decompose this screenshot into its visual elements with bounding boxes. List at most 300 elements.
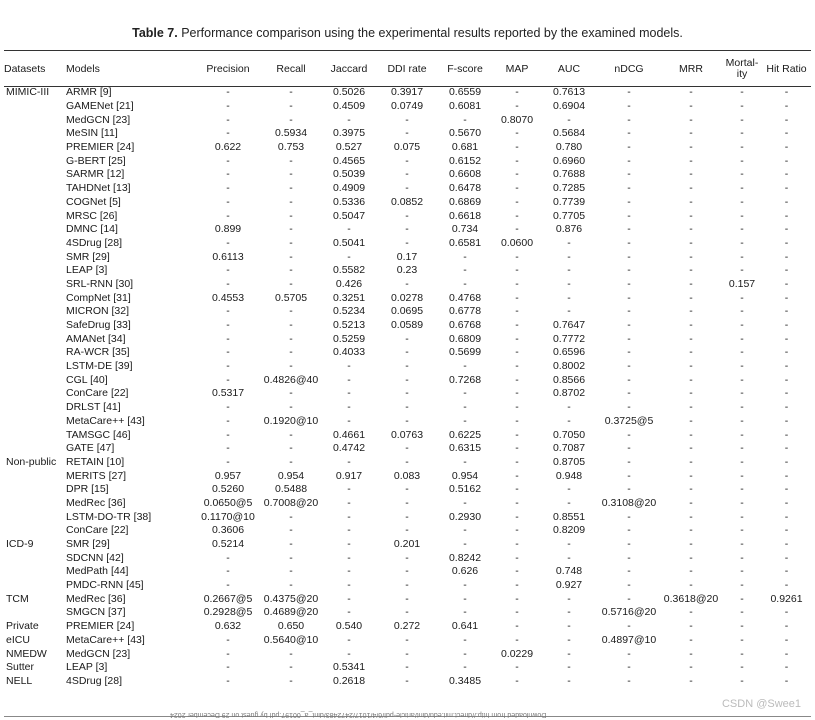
metric-cell: - [289, 674, 293, 687]
dataset-cell [4, 100, 66, 114]
metric-cell: 0.5039 [332, 168, 366, 181]
metric-cell: - [405, 579, 409, 592]
header-f-score: F-score [447, 62, 483, 75]
metric-cell: - [740, 387, 744, 400]
metric-cell: - [740, 195, 744, 208]
metric-cell: 0.0650@5 [203, 496, 253, 509]
metric-cell: - [515, 223, 519, 236]
metric-cell: - [515, 291, 519, 304]
table-row [4, 291, 811, 305]
dataset-cell [4, 373, 66, 387]
metric-cell: 0.0589 [390, 319, 424, 332]
metric-cell: 0.954 [451, 469, 479, 482]
dataset-cell [4, 223, 66, 237]
metric-cell: 0.3725@5 [604, 414, 654, 427]
metric-cell: - [627, 579, 631, 592]
table-row [4, 223, 811, 237]
table-row [4, 510, 811, 524]
metric-cell: - [515, 455, 519, 468]
metric-cell: - [515, 428, 519, 441]
metric-cell: 0.6152 [448, 154, 482, 167]
dataset-cell [4, 154, 66, 168]
metric-cell: 0.899 [214, 223, 242, 236]
metric-cell: 0.6081 [448, 100, 482, 113]
metric-cell: - [515, 250, 519, 263]
metric-cell: - [784, 305, 789, 318]
metric-cell: - [289, 360, 293, 373]
metric-cell: - [567, 305, 571, 318]
performance-table [4, 52, 811, 688]
metric-cell: - [226, 414, 230, 427]
metric-cell: - [689, 373, 693, 386]
model-cell: AMANet [34] [66, 332, 126, 345]
metric-cell: - [226, 346, 230, 359]
metric-cell: - [515, 551, 519, 564]
model-cell: SMGCN [37] [66, 606, 126, 619]
metric-cell: - [515, 496, 519, 509]
metric-cell: - [567, 538, 571, 551]
metric-cell: - [515, 127, 519, 140]
model-cell: ConCare [22] [66, 524, 129, 537]
metric-cell: - [689, 620, 693, 633]
metric-cell: - [740, 524, 744, 537]
dataset-cell: NMEDW [6, 647, 47, 660]
metric-cell: - [515, 319, 519, 332]
metric-cell: - [515, 579, 519, 592]
metric-cell: - [463, 661, 467, 674]
metric-cell: 0.4375@20 [263, 592, 319, 605]
metric-cell: - [784, 538, 789, 551]
metric-cell: - [740, 141, 744, 154]
metric-cell: - [515, 592, 519, 605]
table-row [4, 565, 811, 579]
metric-cell: - [627, 524, 631, 537]
metric-cell: - [784, 86, 789, 99]
metric-cell: - [515, 510, 519, 523]
model-cell: DRLST [41] [66, 401, 121, 414]
dataset-cell [4, 168, 66, 182]
metric-cell: - [226, 401, 230, 414]
metric-cell: 0.6596 [552, 346, 586, 359]
metric-cell: - [515, 442, 519, 455]
metric-cell: - [347, 551, 351, 564]
metric-cell: - [289, 209, 293, 222]
metric-cell: 0.4768 [448, 291, 482, 304]
metric-cell: - [689, 141, 693, 154]
metric-cell: 0.8209 [552, 524, 586, 537]
metric-cell: 0.7268 [448, 373, 482, 386]
metric-cell: - [405, 346, 409, 359]
model-cell: GATE [47] [66, 442, 115, 455]
metric-cell: - [289, 401, 293, 414]
metric-cell: - [784, 428, 789, 441]
metric-cell: - [784, 579, 789, 592]
download-footer-note: Downloaded from http://direct.mit.edu/dint/article-pdf/6/4/1017/2472483/dint_a_00197.pdf by guest on 29 December 2024 [170, 711, 547, 718]
metric-cell: - [289, 264, 293, 277]
metric-cell: - [226, 113, 230, 126]
dataset-cell [4, 196, 66, 210]
dataset-cell: ICD-9 [6, 538, 34, 551]
metric-cell: 0.1920@10 [263, 414, 319, 427]
metric-cell: 0.201 [393, 538, 421, 551]
metric-cell: - [627, 442, 631, 455]
dataset-cell [4, 127, 66, 141]
metric-cell: - [627, 360, 631, 373]
metric-cell: - [627, 264, 631, 277]
model-cell: MeSIN [11] [66, 127, 118, 140]
metric-cell: - [226, 661, 230, 674]
metric-cell: - [784, 442, 789, 455]
metric-cell: - [740, 661, 744, 674]
metric-cell: 0.8070 [500, 113, 534, 126]
metric-cell: - [784, 319, 789, 332]
metric-cell: - [784, 401, 789, 414]
table-row [4, 620, 811, 634]
metric-cell: - [784, 332, 789, 345]
metric-cell: - [405, 373, 409, 386]
metric-cell: - [689, 496, 693, 509]
metric-cell: - [689, 127, 693, 140]
metric-cell: - [689, 100, 693, 113]
metric-cell: - [567, 647, 571, 660]
metric-cell: 0.6315 [448, 442, 482, 455]
metric-cell: - [289, 100, 293, 113]
table-row [4, 305, 811, 319]
metric-cell: 0.5162 [448, 483, 482, 496]
metric-cell: 0.2928@5 [203, 606, 253, 619]
metric-cell: - [226, 86, 230, 99]
top-rule [4, 50, 811, 51]
metric-cell: - [567, 401, 571, 414]
metric-cell: - [463, 538, 467, 551]
metric-cell: - [515, 373, 519, 386]
metric-cell: - [463, 250, 467, 263]
metric-cell: - [463, 496, 467, 509]
metric-cell: - [226, 579, 230, 592]
metric-cell: - [347, 223, 351, 236]
metric-cell: - [740, 332, 744, 345]
metric-cell: - [289, 154, 293, 167]
metric-cell: - [515, 182, 519, 195]
metric-cell: - [627, 113, 631, 126]
metric-cell: - [740, 414, 744, 427]
metric-cell: 0.426 [335, 277, 363, 290]
metric-cell: - [515, 277, 519, 290]
metric-cell: - [689, 661, 693, 674]
model-cell: GAMENet [21] [66, 100, 134, 113]
header-jaccard: Jaccard [330, 62, 368, 75]
metric-cell: 0.5259 [332, 332, 366, 345]
metric-cell: 0.3251 [332, 291, 366, 304]
table-row [4, 100, 811, 114]
model-cell: COGNet [5] [66, 195, 121, 208]
metric-cell: - [567, 606, 571, 619]
metric-cell: - [689, 305, 693, 318]
metric-cell: - [627, 387, 631, 400]
metric-cell: - [689, 647, 693, 660]
metric-cell: - [567, 277, 571, 290]
metric-cell: 0.748 [555, 565, 583, 578]
metric-cell: 0.5699 [448, 346, 482, 359]
metric-cell: - [627, 510, 631, 523]
model-cell: DPR [15] [66, 483, 109, 496]
metric-cell: - [289, 305, 293, 318]
model-cell: MedGCN [23] [66, 647, 131, 660]
metric-cell: - [740, 606, 744, 619]
metric-cell: - [689, 195, 693, 208]
metric-cell: - [226, 264, 230, 277]
metric-cell: - [347, 647, 351, 660]
metric-cell: - [515, 305, 519, 318]
metric-cell: - [627, 182, 631, 195]
dataset-cell [4, 469, 66, 483]
metric-cell: - [627, 674, 631, 687]
metric-cell: - [740, 182, 744, 195]
metric-cell: 0.5234 [332, 305, 366, 318]
metric-cell: 0.8702 [552, 387, 586, 400]
metric-cell: - [689, 250, 693, 263]
metric-cell: - [567, 414, 571, 427]
metric-cell: - [405, 455, 409, 468]
metric-cell: - [226, 127, 230, 140]
metric-cell: - [689, 319, 693, 332]
header-hit-ratio: Hit Ratio [766, 62, 807, 75]
model-cell: PMDC-RNN [45] [66, 579, 144, 592]
metric-cell: 0.4826@40 [263, 373, 319, 386]
model-cell: MedRec [36] [66, 592, 126, 605]
metric-cell: 0.8551 [552, 510, 586, 523]
metric-cell: - [515, 633, 519, 646]
metric-cell: - [463, 277, 467, 290]
metric-cell: - [627, 469, 631, 482]
metric-cell: - [689, 510, 693, 523]
metric-cell: - [289, 387, 293, 400]
table-caption [0, 26, 815, 40]
metric-cell: - [740, 579, 744, 592]
metric-cell: 0.5582 [332, 264, 366, 277]
dataset-cell [4, 250, 66, 264]
dataset-cell [4, 209, 66, 223]
metric-cell: - [784, 236, 789, 249]
metric-cell: 0.6608 [448, 168, 482, 181]
dataset-cell: NELL [6, 674, 33, 687]
metric-cell: - [463, 592, 467, 605]
metric-cell: 0.4689@20 [263, 606, 319, 619]
metric-cell: - [740, 360, 744, 373]
model-cell: SMR [29] [66, 250, 110, 263]
metric-cell: 0.917 [335, 469, 363, 482]
metric-cell: - [347, 455, 351, 468]
metric-cell: - [463, 455, 467, 468]
metric-cell: - [740, 647, 744, 660]
metric-cell: - [226, 168, 230, 181]
dataset-cell [4, 483, 66, 497]
metric-cell: 0.527 [335, 141, 363, 154]
metric-cell: - [689, 442, 693, 455]
dataset-cell [4, 415, 66, 429]
metric-cell: - [784, 141, 789, 154]
metric-cell: - [405, 182, 409, 195]
dataset-cell [4, 510, 66, 524]
metric-cell: - [405, 647, 409, 660]
metric-cell: 0.5336 [332, 195, 366, 208]
metric-cell: - [347, 360, 351, 373]
metric-cell: - [289, 661, 293, 674]
metric-cell: - [226, 360, 230, 373]
model-cell: LSTM-DO-TR [38] [66, 510, 152, 523]
metric-cell: - [689, 346, 693, 359]
metric-cell: - [405, 360, 409, 373]
metric-cell: - [740, 168, 744, 181]
metric-cell: - [347, 113, 351, 126]
dataset-cell: TCM [6, 592, 29, 605]
metric-cell: - [627, 236, 631, 249]
table-row [4, 469, 811, 483]
metric-cell: 0.7087 [552, 442, 586, 455]
metric-cell: - [627, 661, 631, 674]
dataset-cell [4, 278, 66, 292]
metric-cell: 0.6904 [552, 100, 586, 113]
metric-cell: 0.5670 [448, 127, 482, 140]
header-datasets: Datasets [4, 62, 46, 75]
metric-cell: - [515, 538, 519, 551]
metric-cell: - [567, 483, 571, 496]
dataset-cell [4, 264, 66, 278]
model-cell: MetaCare++ [43] [66, 414, 145, 427]
metric-cell: - [784, 661, 789, 674]
metric-cell: - [689, 387, 693, 400]
table-body [4, 86, 811, 688]
metric-cell: - [740, 346, 744, 359]
metric-cell: - [689, 332, 693, 345]
metric-cell: - [289, 223, 293, 236]
metric-cell: - [515, 195, 519, 208]
metric-cell: 0.3108@20 [601, 496, 657, 509]
metric-cell: 0.2667@5 [203, 592, 253, 605]
metric-cell: - [689, 524, 693, 537]
table-row [4, 154, 811, 168]
metric-cell: 0.6778 [448, 305, 482, 318]
model-cell: 4SDrug [28] [66, 674, 123, 687]
metric-cell: - [463, 360, 467, 373]
metric-cell: - [784, 182, 789, 195]
metric-cell: - [226, 195, 230, 208]
metric-cell: - [289, 538, 293, 551]
metric-cell: 0.927 [555, 579, 583, 592]
metric-cell: - [689, 236, 693, 249]
metric-cell: - [515, 100, 519, 113]
model-cell: RA-WCR [35] [66, 346, 130, 359]
metric-cell: 0.4565 [332, 154, 366, 167]
model-cell: CompNet [31] [66, 291, 131, 304]
metric-cell: - [740, 209, 744, 222]
metric-cell: 0.7285 [552, 182, 586, 195]
metric-cell: - [740, 305, 744, 318]
metric-cell: 0.4909 [332, 182, 366, 195]
metric-cell: - [347, 579, 351, 592]
metric-cell: - [405, 661, 409, 674]
metric-cell: - [627, 332, 631, 345]
metric-cell: 0.272 [393, 620, 421, 633]
metric-cell: - [740, 373, 744, 386]
metric-cell: - [289, 510, 293, 523]
metric-cell: - [289, 332, 293, 345]
metric-cell: 0.780 [555, 141, 583, 154]
table-caption-text: Performance comparison using the experimental results reported by the examined models. [181, 26, 683, 40]
header-map: MAP [505, 62, 529, 75]
metric-cell: - [689, 277, 693, 290]
dataset-cell [4, 401, 66, 415]
metric-cell: - [515, 360, 519, 373]
metric-cell: - [405, 209, 409, 222]
metric-cell: - [515, 141, 519, 154]
metric-cell: 0.6113 [212, 250, 244, 263]
metric-cell: - [740, 401, 744, 414]
metric-cell: - [226, 551, 230, 564]
metric-cell: 0.4033 [332, 346, 366, 359]
dataset-cell [4, 579, 66, 593]
dataset-cell [4, 497, 66, 511]
metric-cell: - [515, 346, 519, 359]
metric-cell: - [226, 182, 230, 195]
metric-cell: - [515, 332, 519, 345]
metric-cell: - [567, 633, 571, 646]
metric-cell: - [226, 455, 230, 468]
table-row [4, 250, 811, 264]
metric-cell: - [347, 414, 351, 427]
metric-cell: 0.8242 [448, 551, 482, 564]
metric-cell: - [784, 387, 789, 400]
dataset-cell [4, 606, 66, 620]
metric-cell: - [740, 551, 744, 564]
table-row [4, 387, 811, 401]
model-cell: MERITS [27] [66, 469, 127, 482]
metric-cell: 0.0749 [390, 100, 424, 113]
metric-cell: - [567, 291, 571, 304]
metric-cell: 0.8705 [552, 455, 586, 468]
metric-cell: - [289, 113, 293, 126]
metric-cell: 0.7008@20 [263, 496, 319, 509]
metric-cell: - [627, 154, 631, 167]
dataset-cell: Non-public [6, 455, 57, 468]
metric-cell: - [347, 592, 351, 605]
model-cell: MedRec [36] [66, 496, 126, 509]
metric-cell: 0.6559 [448, 86, 482, 99]
metric-cell: - [689, 414, 693, 427]
metric-cell: - [740, 592, 744, 605]
table-row [4, 319, 811, 333]
metric-cell: - [627, 195, 631, 208]
metric-cell: - [226, 442, 230, 455]
model-cell: LEAP [3] [66, 264, 108, 277]
metric-cell: - [784, 647, 789, 660]
metric-cell: - [689, 154, 693, 167]
metric-cell: 0.626 [451, 565, 479, 578]
table-row [4, 278, 811, 292]
metric-cell: - [784, 100, 789, 113]
metric-cell: 0.948 [555, 469, 583, 482]
metric-cell: 0.6960 [552, 154, 586, 167]
table-row [4, 647, 811, 661]
metric-cell: - [784, 195, 789, 208]
metric-cell: - [347, 387, 351, 400]
metric-cell: - [784, 674, 789, 687]
metric-cell: - [689, 223, 693, 236]
metric-cell: - [784, 264, 789, 277]
metric-cell: - [515, 401, 519, 414]
metric-cell: - [740, 264, 744, 277]
metric-cell: - [405, 496, 409, 509]
